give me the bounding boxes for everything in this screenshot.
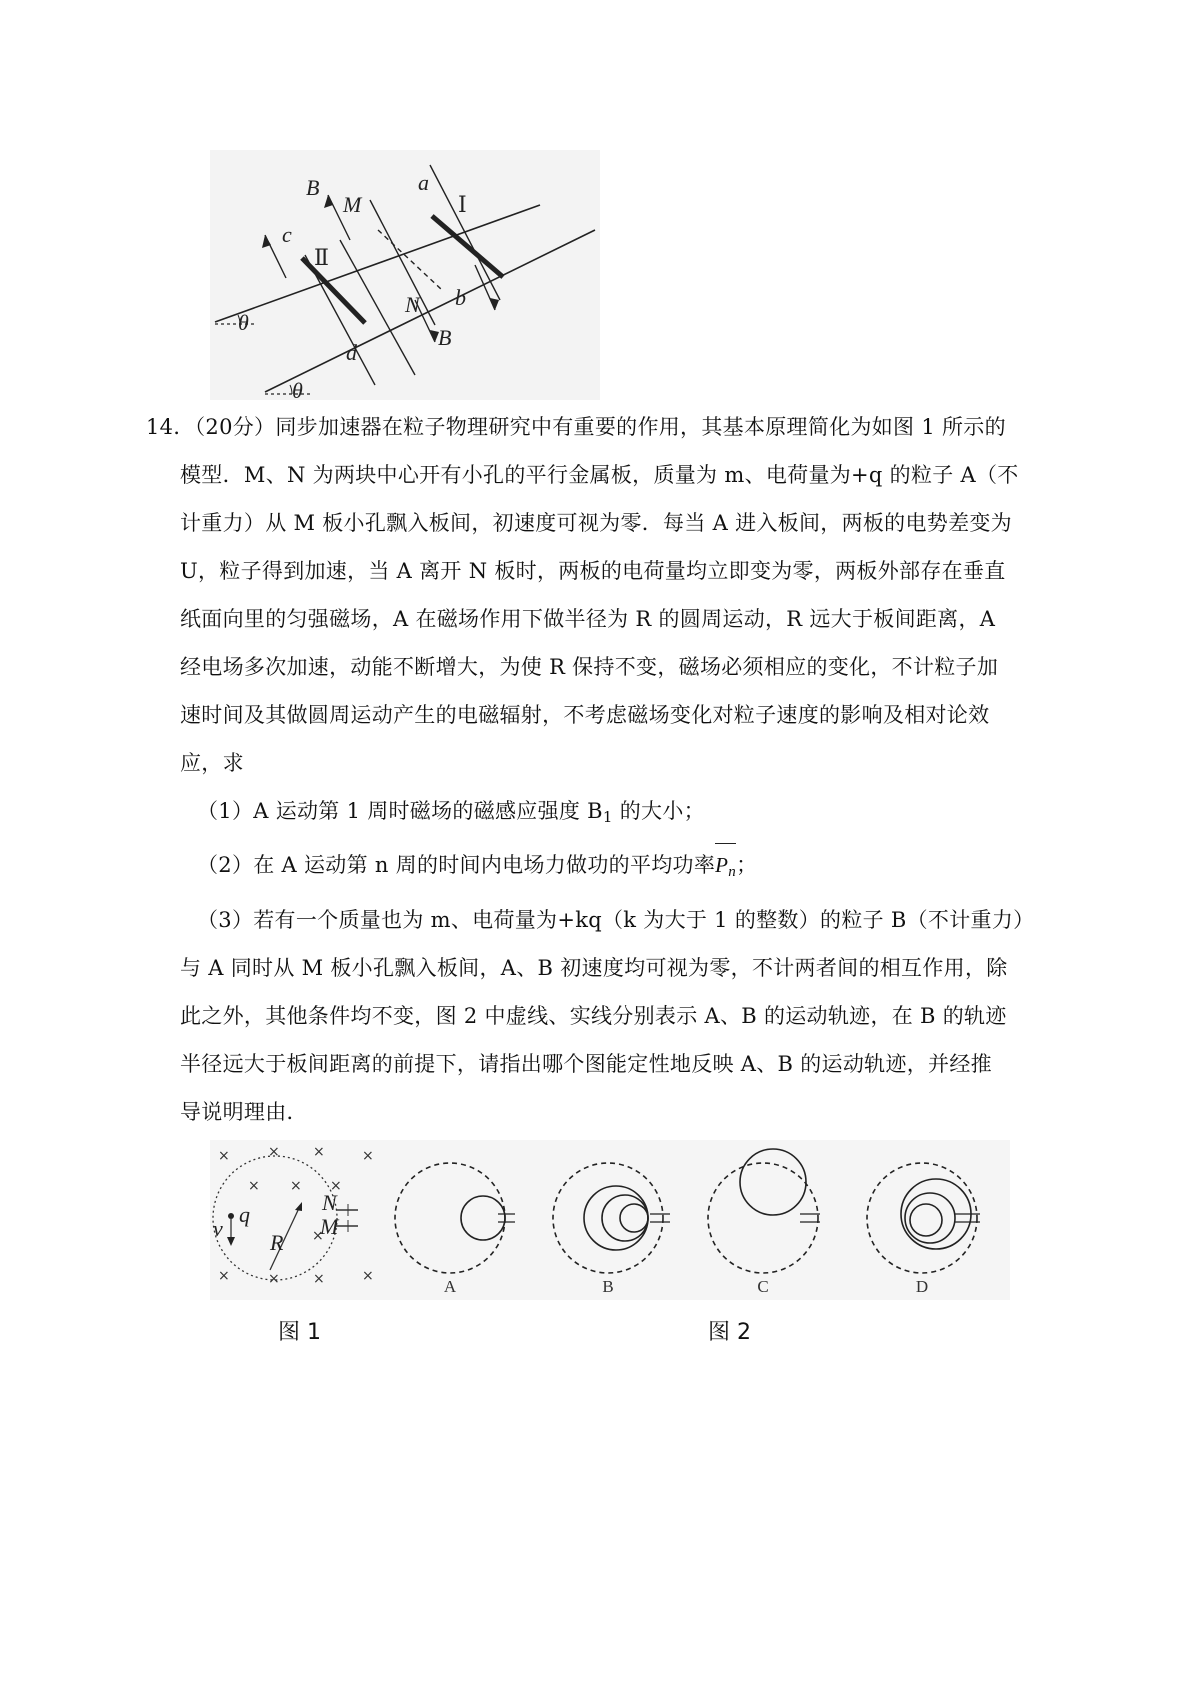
- svg-text:×: ×: [362, 1148, 374, 1164]
- svg-text:×: ×: [313, 1271, 325, 1287]
- average-power-symbol: Pn: [715, 841, 736, 896]
- option-C-label: C: [757, 1277, 769, 1296]
- sub-question-1: （1）A 运动第 1 周时磁场的磁感应强度 B1 的大小；: [197, 799, 705, 826]
- label-B-top: B: [306, 175, 320, 200]
- label-theta-bottom: θ: [292, 378, 303, 400]
- sub-question-3-line: 半径远大于板间距离的前提下，请指出哪个图能定性地反映 A、B 的运动轨迹，并经推: [180, 1052, 992, 1076]
- paragraph-line: 速时间及其做圆周运动产生的电磁辐射，不考虑磁场变化对粒子速度的影响及相对论效: [180, 703, 990, 727]
- svg-text:×: ×: [218, 1148, 230, 1164]
- svg-text:×: ×: [218, 1268, 230, 1284]
- rails-figure: [210, 150, 600, 400]
- fig1-label-R: R: [270, 1230, 284, 1255]
- sub-question-3-line: 导说明理由．: [180, 1100, 308, 1124]
- label-N: N: [405, 292, 420, 317]
- label-c: c: [282, 222, 292, 247]
- svg-text:×: ×: [313, 1144, 325, 1160]
- question-first-line: [146, 403, 1030, 451]
- svg-text:×: ×: [362, 1268, 374, 1284]
- label-theta-top: θ: [238, 310, 249, 335]
- svg-text:×: ×: [312, 1228, 324, 1244]
- figure-2-caption: 图 2: [708, 1320, 751, 1345]
- label-B-bottom: B: [438, 325, 452, 350]
- paragraph-line: 计重力）从 M 板小孔飘入板间，初速度可视为零．每当 A 进入板间，两板的电势差变为: [180, 511, 1012, 535]
- svg-text:×: ×: [268, 1271, 280, 1287]
- label-M: M: [343, 192, 362, 217]
- svg-text:×: ×: [290, 1178, 302, 1194]
- sub-question-3-line: （3）若有一个质量也为 m、电荷量为+kq（k 为大于 1 的整数）的粒子 B（不计重力）: [197, 908, 1035, 932]
- paragraph-line: 模型．M、N 为两块中心开有小孔的平行金属板，质量为 m、电荷量为+q 的粒子 A（不: [180, 463, 1019, 487]
- fig1-label-N: N: [322, 1190, 337, 1215]
- paragraph-line: U，粒子得到加速，当 A 离开 N 板时，两板的电荷量均立即变为零，两板外部存在垂直: [180, 559, 1006, 583]
- svg-text:×: ×: [268, 1144, 280, 1160]
- svg-text:×: ×: [330, 1178, 342, 1194]
- figure-1-caption: 图 1: [278, 1320, 321, 1345]
- option-B-label: B: [602, 1277, 614, 1296]
- paragraph-line: 纸面向里的匀强磁场，A 在磁场作用下做半径为 R 的圆周运动，R 远大于板间距离，A: [180, 607, 996, 631]
- label-d: d: [346, 340, 357, 365]
- label-region-II: Ⅱ: [314, 245, 329, 270]
- paragraph-line: 应，求: [180, 751, 244, 775]
- paragraph-line: 经电场多次加速，动能不断增大，为使 R 保持不变，磁场必须相应的变化，不计粒子加: [180, 655, 999, 679]
- label-b: b: [455, 285, 466, 310]
- sub-question-3-line: 此之外，其他条件均不变，图 2 中虚线、实线分别表示 A、B 的运动轨迹，在 B 的轨迹: [180, 1004, 1007, 1028]
- fig1-label-q: q: [239, 1202, 250, 1227]
- svg-text:×: ×: [248, 1178, 260, 1194]
- orbit-figures: [210, 1140, 1010, 1300]
- question-number: 14．: [146, 415, 195, 439]
- fig1-label-v: v: [213, 1216, 223, 1241]
- paragraph-line: 同步加速器在粒子物理研究中有重要的作用，其基本原理简化为如图 1 所示的: [275, 415, 1006, 439]
- question-14: [146, 403, 1035, 1136]
- question-score: （20分）: [194, 415, 276, 439]
- fig1-label-M: M: [320, 1214, 339, 1239]
- label-a: a: [418, 170, 429, 195]
- sub-question-2: （2）在 A 运动第 n 周的时间内电场力做功的平均功率Pn；: [163, 841, 1030, 896]
- option-A-label: A: [443, 1277, 457, 1296]
- label-region-I: Ⅰ: [458, 192, 467, 217]
- sub-question-3-line: 与 A 同时从 M 板小孔飘入板间，A、B 初速度均可视为零，不计两者间的相互作用，除: [180, 956, 1008, 980]
- option-D-label: D: [915, 1277, 929, 1296]
